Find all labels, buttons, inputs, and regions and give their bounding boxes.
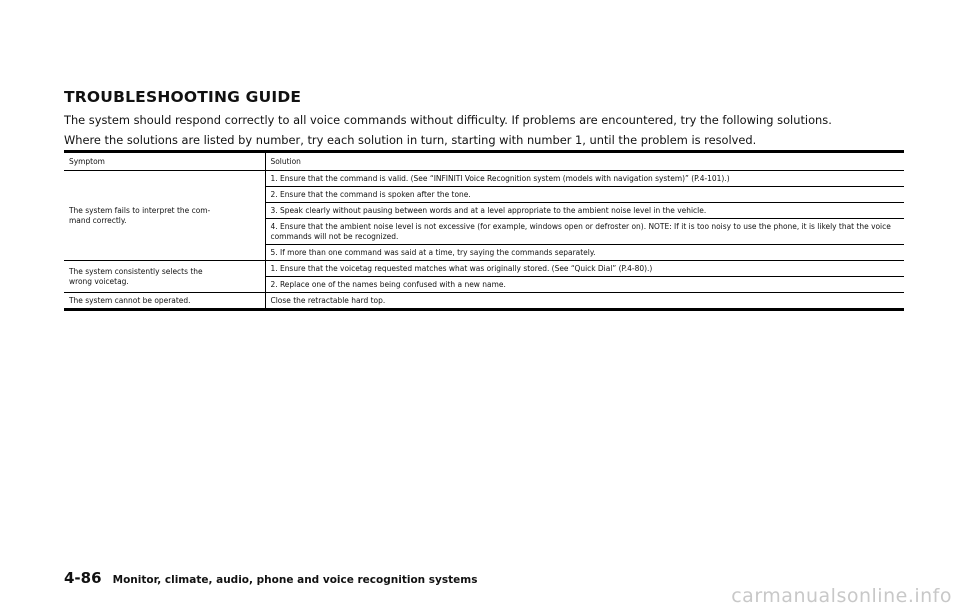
intro-paragraph-2: Where the solutions are listed by number, try each solution in turn, starting with number 1, until the problem is resolved. [64,133,757,147]
solution-cell: 1. Ensure that the command is valid. (See “INFINITI Voice Recognition system (models with navigation system)” (P.4-101).) [265,171,904,187]
page-number: 4-86 [64,569,102,587]
symptom-text: The system fails to interpret the com- mand correctly. [69,205,211,225]
solution-cell: 2. Ensure that the command is spoken after the tone. [265,187,904,203]
symptom-cell [64,293,265,310]
solution-cell: Close the retractable hard top. [265,293,904,310]
intro-paragraph-1: The system should respond correctly to all voice commands without difficulty. If problems are encountered, try the following solutions. [64,113,832,127]
solution-cell: 1. Ensure that the voicetag requested matches what was originally stored. (See “Quick Dial” (P.4-80).) [265,261,904,277]
symptom-cell [64,261,265,293]
column-header-symptom: Symptom [64,152,265,171]
solution-cell: 5. If more than one command was said at a time, try saying the commands separately. [265,245,904,261]
section-heading: TROUBLESHOOTING GUIDE [64,88,302,106]
watermark-text: carmanualsonline.info [731,585,952,607]
table-row [64,171,904,187]
table-row [64,293,904,310]
solution-cell: 4. Ensure that the ambient noise level is not excessive (for example, windows open or defroster on). NOTE: If it is too noisy to use the phone, it is likely that the voice commands will not be recognized. [265,219,904,245]
page-footer [64,568,477,587]
intro-text [64,110,914,150]
solution-cell: 3. Speak clearly without pausing between words and at a level appropriate to the ambient noise level in the vehicle. [265,203,904,219]
solution-cell: 2. Replace one of the names being confused with a new name. [265,277,904,293]
table-row [64,261,904,277]
symptom-text: The system cannot be operated. [69,295,191,305]
table-header-row [64,152,904,171]
symptom-cell [64,171,265,261]
troubleshooting-table [64,150,904,311]
column-header-solution: Solution [265,152,904,171]
chapter-title: Monitor, climate, audio, phone and voice recognition systems [112,574,478,586]
symptom-text: The system consistently selects the wrong voicetag. [69,266,203,286]
